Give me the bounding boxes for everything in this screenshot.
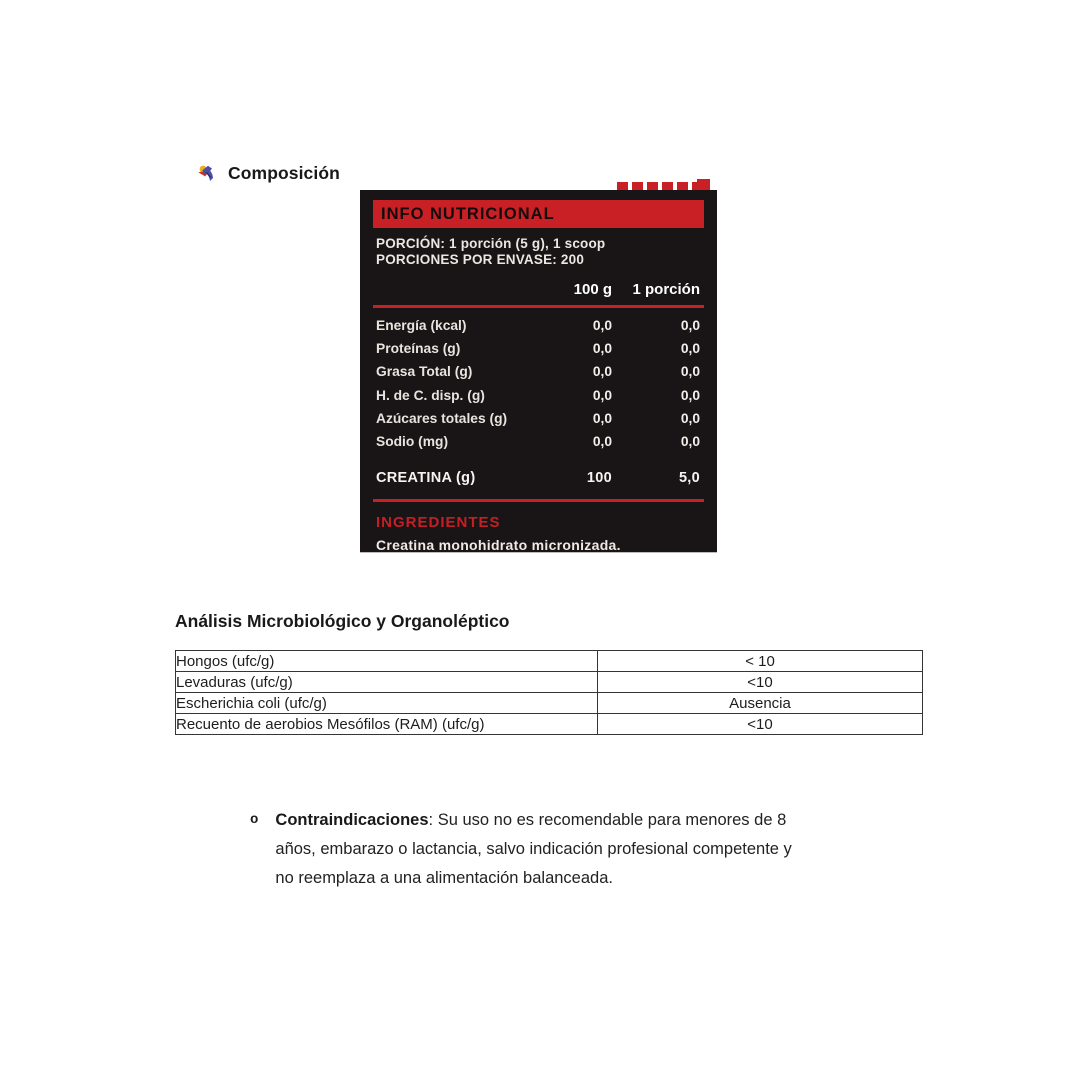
circle-bullet: o [250, 812, 259, 828]
arrow-bullet-icon [197, 164, 217, 184]
nutrient-value-porcion: 0,0 [680, 341, 700, 357]
analysis-value: < 10 [598, 651, 923, 672]
contraindications-label: Contraindicaciones [275, 811, 429, 829]
nutrition-column-headers [360, 281, 717, 298]
nutrition-label-title: INFO NUTRICIONAL [381, 204, 555, 223]
creatine-value-100g: 100 [586, 470, 612, 487]
red-divider [373, 305, 704, 308]
red-divider [373, 499, 704, 502]
nutrient-name: Azúcares totales (g) [376, 410, 508, 426]
creatine-name: CREATINA (g) [376, 470, 476, 487]
analysis-value: Ausencia [598, 693, 923, 714]
analysis-value: <10 [598, 714, 923, 735]
nutrient-value-100g: 0,0 [592, 341, 612, 357]
nutrient-name: H. de C. disp. (g) [376, 387, 485, 403]
table-row [176, 714, 923, 735]
contraindications-text: Contraindicaciones: Su uso no es recomendable para menores de 8 años, embarazo o lactancia, salvo indicación profesional competente y no reemplaza a una alimentación balanceada. [275, 811, 792, 887]
nutrient-value-porcion: 0,0 [680, 387, 700, 403]
cropped-label-artifact [617, 182, 710, 190]
nutrition-row [360, 384, 717, 407]
analysis-parameter: Levaduras (ufc/g) [176, 672, 598, 693]
portion-line1: PORCIÓN: 1 porción (5 g), 1 scoop [376, 236, 606, 251]
nutrient-value-100g: 0,0 [592, 434, 612, 450]
composicion-title: Composición [228, 163, 340, 183]
nutrition-row [360, 337, 717, 360]
portion-line2: PORCIONES POR ENVASE: 200 [376, 252, 585, 267]
nutrient-value-100g: 0,0 [592, 318, 612, 334]
nutrient-value-100g: 0,0 [592, 387, 612, 403]
table-row [176, 651, 923, 672]
ingredients-text: Creatina monohidrato micronizada. [376, 537, 621, 554]
analysis-parameter: Recuento de aerobios Mesófilos (RAM) (ufc/g) [176, 714, 598, 735]
analysis-parameter: Hongos (ufc/g) [176, 651, 598, 672]
nutrition-label [360, 190, 717, 553]
nutrient-name: Sodio (mg) [376, 434, 449, 450]
creatine-value-porcion: 5,0 [678, 470, 700, 487]
nutrient-name: Proteínas (g) [376, 341, 461, 357]
nutrition-row [360, 314, 717, 337]
nutrient-name: Energía (kcal) [376, 318, 467, 334]
analysis-table [175, 650, 923, 735]
nutrition-row [360, 407, 717, 430]
nutrition-label-banner [373, 200, 704, 228]
nutrient-value-100g: 0,0 [592, 364, 612, 380]
analysis-title: Análisis Microbiológico y Organoléptico [175, 611, 510, 631]
composicion-heading [197, 163, 340, 184]
column-header-porcion: 1 porción [632, 281, 700, 298]
nutrient-value-porcion: 0,0 [680, 318, 700, 334]
nutrient-value-100g: 0,0 [592, 410, 612, 426]
analysis-parameter: Escherichia coli (ufc/g) [176, 693, 598, 714]
nutrient-value-porcion: 0,0 [680, 410, 700, 426]
column-header-100g: 100 g [573, 281, 612, 298]
analysis-value: <10 [598, 672, 923, 693]
nutrient-value-porcion: 0,0 [680, 434, 700, 450]
table-row [176, 693, 923, 714]
creatine-row [360, 466, 717, 490]
table-row [176, 672, 923, 693]
portion-info [376, 236, 701, 268]
contraindications-block [250, 806, 862, 893]
nutrition-row [360, 430, 717, 453]
ingredients-title: INGREDIENTES [376, 514, 501, 532]
nutrient-value-porcion: 0,0 [680, 364, 700, 380]
nutrition-row [360, 360, 717, 383]
nutrient-name: Grasa Total (g) [376, 364, 473, 380]
nutrition-rows [360, 314, 717, 453]
